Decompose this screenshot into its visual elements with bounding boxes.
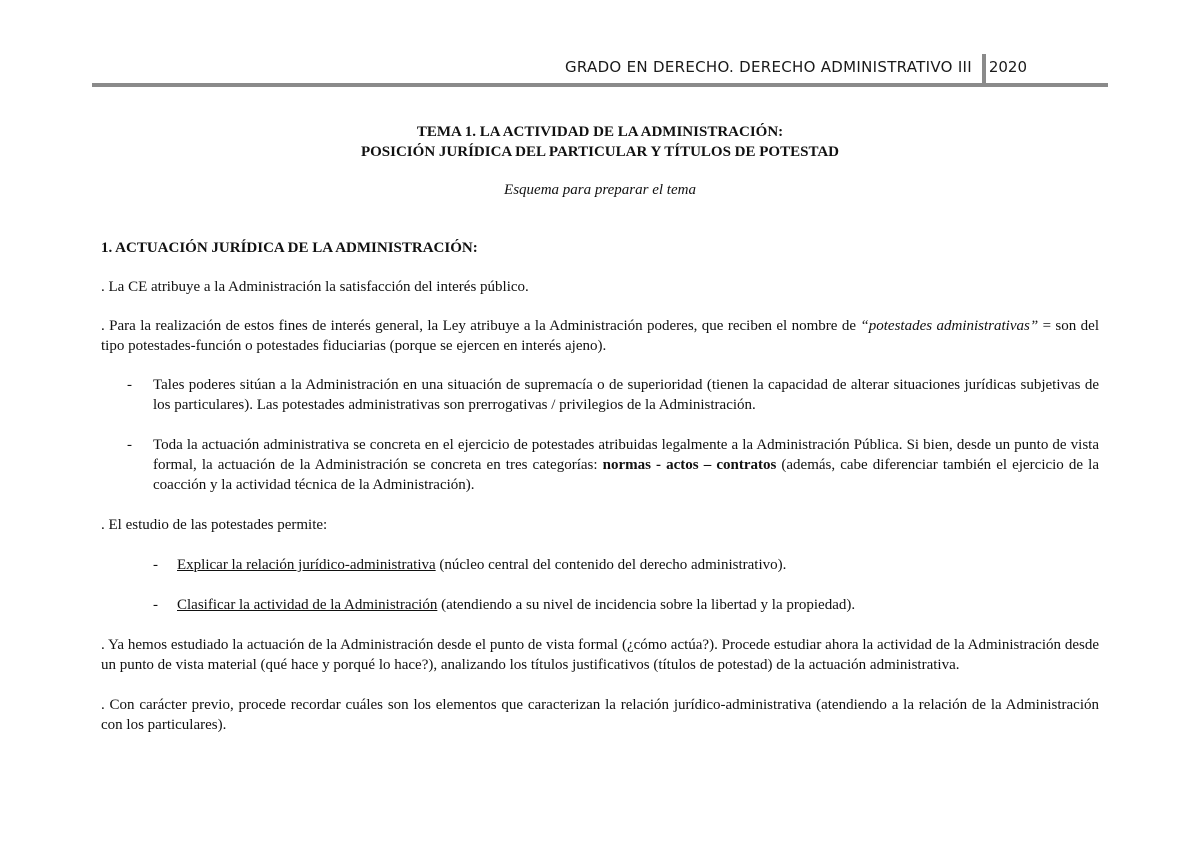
list-item-text: (núcleo central del contenido del derecho administrativo). bbox=[435, 557, 787, 573]
header-title: GRADO EN DERECHO. DERECHO ADMINISTRATIVO III bbox=[564, 58, 972, 76]
header-rule bbox=[92, 83, 1108, 87]
document-subtitle: Esquema para preparar el tema bbox=[504, 182, 696, 198]
list-item bbox=[101, 595, 1099, 615]
document-body bbox=[101, 122, 1099, 735]
title-line-1: TEMA 1. LA ACTIVIDAD DE LA ADMINISTRACIÓN: bbox=[416, 124, 784, 140]
dash-bullet: - bbox=[127, 437, 132, 453]
list-item-underlined: Explicar la relación jurídico-administrativa bbox=[177, 557, 436, 573]
paragraph-2 bbox=[101, 316, 1099, 356]
bullet-list-2 bbox=[101, 555, 1099, 615]
list-item bbox=[101, 375, 1099, 415]
dash-bullet: - bbox=[153, 597, 158, 613]
section-heading: 1. ACTUACIÓN JURÍDICA DE LA ADMINISTRACIÓN: bbox=[101, 240, 478, 256]
document-title bbox=[101, 122, 1099, 162]
dash-bullet: - bbox=[127, 377, 132, 393]
page-header bbox=[92, 54, 1108, 84]
paragraph-1: . La CE atribuye a la Administración la satisfacción del interés público. bbox=[101, 279, 529, 295]
dash-bullet: - bbox=[153, 557, 158, 573]
paragraph-2-text-end: = son del tipo potestades-función o potestades fiduciarias (porque se ejercen en interés ajeno). bbox=[101, 318, 1099, 354]
list-item-text: Tales poderes sitúan a la Administración en una situación de supremacía o de superioridad (tienen la capacidad de alterar situaciones jurídicas subjetivas de los particulares). Las potestades administrativas son prerrogativas / privilegios de la Administración. bbox=[153, 377, 1099, 413]
paragraph-2-italic: “potestades administrativas” bbox=[860, 318, 1039, 334]
list-item bbox=[101, 555, 1099, 575]
list-item-bold: normas - actos – contratos bbox=[602, 457, 777, 473]
header-separator bbox=[982, 54, 986, 84]
paragraph-5: . Con carácter previo, procede recordar cuáles son los elementos que caracterizan la relación jurídico-administrativa (atendiendo a la relación de la Administración con los particulares). bbox=[101, 697, 1099, 733]
list-item bbox=[101, 435, 1099, 495]
list-item-underlined: Clasificar la actividad de la Administración bbox=[177, 597, 438, 613]
paragraph-2-text: . Para la realización de estos fines de interés general, la Ley atribuye a la Administración poderes, que reciben el nombre de bbox=[101, 318, 861, 334]
paragraph-4: . Ya hemos estudiado la actuación de la Administración desde el punto de vista formal (¿cómo actúa?). Procede estudiar ahora la actividad de la Administración desde un punto de vista material (qué hace y porqué lo hace?), analizando los títulos justificativos (títulos de potestad) de la actuación administrativa. bbox=[101, 637, 1099, 673]
list-item-text: (atendiendo a su nivel de incidencia sobre la libertad y la propiedad). bbox=[437, 597, 856, 613]
paragraph-3: . El estudio de las potestades permite: bbox=[101, 517, 328, 533]
title-line-2: POSICIÓN JURÍDICA DEL PARTICULAR Y TÍTULOS DE POTESTAD bbox=[360, 144, 840, 160]
list-item-text-end: (además, cabe diferenciar también el ejercicio de la coacción y la actividad técnica de la Administración). bbox=[153, 457, 1099, 493]
bullet-list-1 bbox=[101, 375, 1099, 495]
list-item-text: Toda la actuación administrativa se concreta en el ejercicio de potestades atribuidas legalmente a la Administración Pública. Si bien, desde un punto de vista formal, la actuación de la Administración se concreta en tres categorías: bbox=[153, 437, 1099, 473]
header-year: 2020 bbox=[988, 58, 1027, 76]
